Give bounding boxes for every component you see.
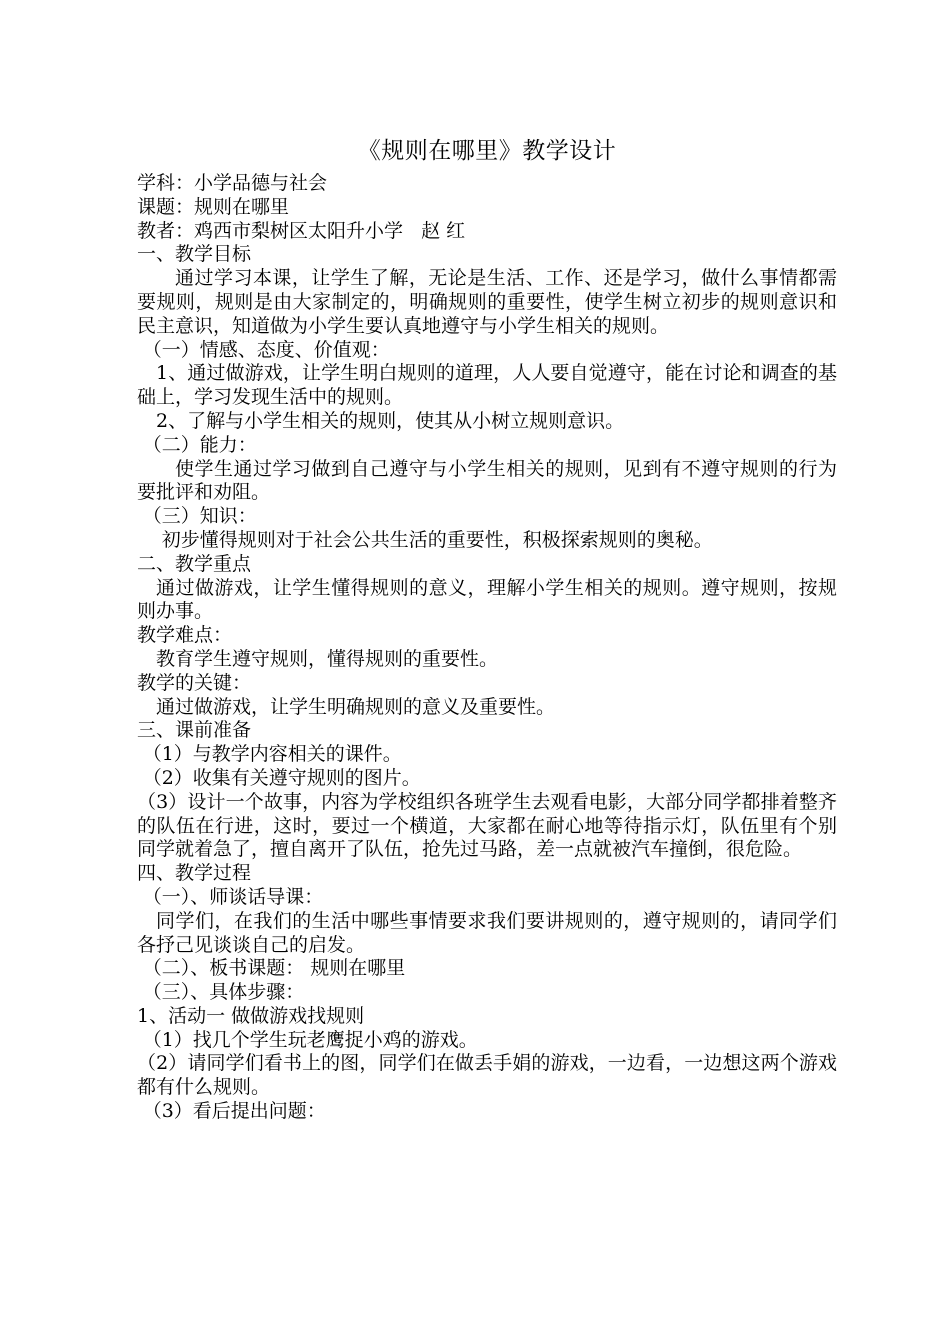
paragraph-difficulty: 教育学生遵守规则，懂得规则的重要性。 <box>156 647 499 670</box>
process-subheading-3: （三）、具体步骤： <box>142 981 305 1004</box>
activity-heading: 1、活动一 做做游戏找规则 <box>137 1004 365 1027</box>
topic-line: 课题：规则在哪里 <box>137 195 290 218</box>
paragraph-emotion-2: 2、了解与小学生相关的规则，使其从小树立规则意识。 <box>156 409 625 432</box>
activity-step-2: （2）请同学们看书上的图，同学们在做丢手娟的游戏，一边看，一边想这两个游戏都有什么规则。 <box>137 1052 837 1099</box>
prep-item-1: （1）与教学内容相关的课件。 <box>142 743 402 766</box>
teacher-line: 教者：鸡西市梨树区太阳升小学 赵 红 <box>137 219 466 242</box>
section-heading-2: 二、教学重点 <box>137 552 252 575</box>
paragraph-knowledge: 初步懂得规则对于社会公共生活的重要性，积极探索规则的奥秘。 <box>161 528 713 551</box>
subject-line: 学科：小学品德与社会 <box>137 172 328 194</box>
activity-step-1: （1）找几个学生玩老鹰捉小鸡的游戏。 <box>142 1028 478 1051</box>
subheading-key: 教学的关键： <box>137 671 252 694</box>
paragraph-goals: 通过学习本课，让学生了解，无论是生活、工作、还是学习，做什么事情都需要规则，规则是由大家制定的，明确规则的重要性，使学生树立初步的规则意识和民主意识，知道做为小学生要认真地遵守与小学生相关的规则。 <box>137 267 837 337</box>
activity-step-3: （3）看后提出问题： <box>142 1100 326 1123</box>
section-heading-4: 四、教学过程 <box>137 862 252 885</box>
process-subheading-1: （一）、师谈话导课： <box>142 885 324 908</box>
document-title: 《规则在哪里》教学设计 <box>357 138 617 164</box>
paragraph-ability: 使学生通过学习做到自己遵守与小学生相关的规则，见到有不遵守规则的行为要批评和劝阻。 <box>137 457 837 504</box>
paragraph-key-points: 通过做游戏，让学生懂得规则的意义，理解小学生相关的规则。遵守规则，按规则办事。 <box>137 576 837 623</box>
prep-item-3: （3）设计一个故事，内容为学校组织各班学生去观看电影，大部分同学都排着整齐的队伍在行进，这时，要过一个横道，大家都在耐心地等待指示灯，队伍里有个别同学就着急了，擅自离开了队伍，抢先过马路，差一点就被汽车撞倒，很危险。 <box>137 790 837 861</box>
subheading-emotion: （一）情感、态度、价值观： <box>142 338 390 361</box>
subheading-ability: （二）能力： <box>142 433 257 456</box>
subheading-difficulty: 教学难点： <box>137 624 233 647</box>
document-page <box>137 136 837 1124</box>
process-subheading-2: （二）、板书课题： 规则在哪里 <box>142 957 406 980</box>
section-heading-3: 三、课前准备 <box>137 719 252 742</box>
section-heading-1: 一、教学目标 <box>137 243 252 266</box>
paragraph-intro: 同学们，在我们的生活中哪些事情要求我们要讲规则的，遵守规则的，请同学们各抒己见谈谈自己的启发。 <box>137 909 837 956</box>
subheading-knowledge: （三）知识： <box>142 505 257 528</box>
paragraph-emotion-1: 1、通过做游戏，让学生明白规则的道理，人人要自觉遵守，能在讨论和调查的基础上，学习发现生活中的规则。 <box>137 362 837 409</box>
paragraph-key: 通过做游戏，让学生明确规则的意义及重要性。 <box>156 695 556 718</box>
prep-item-2: （2）收集有关遵守规则的图片。 <box>142 766 421 789</box>
